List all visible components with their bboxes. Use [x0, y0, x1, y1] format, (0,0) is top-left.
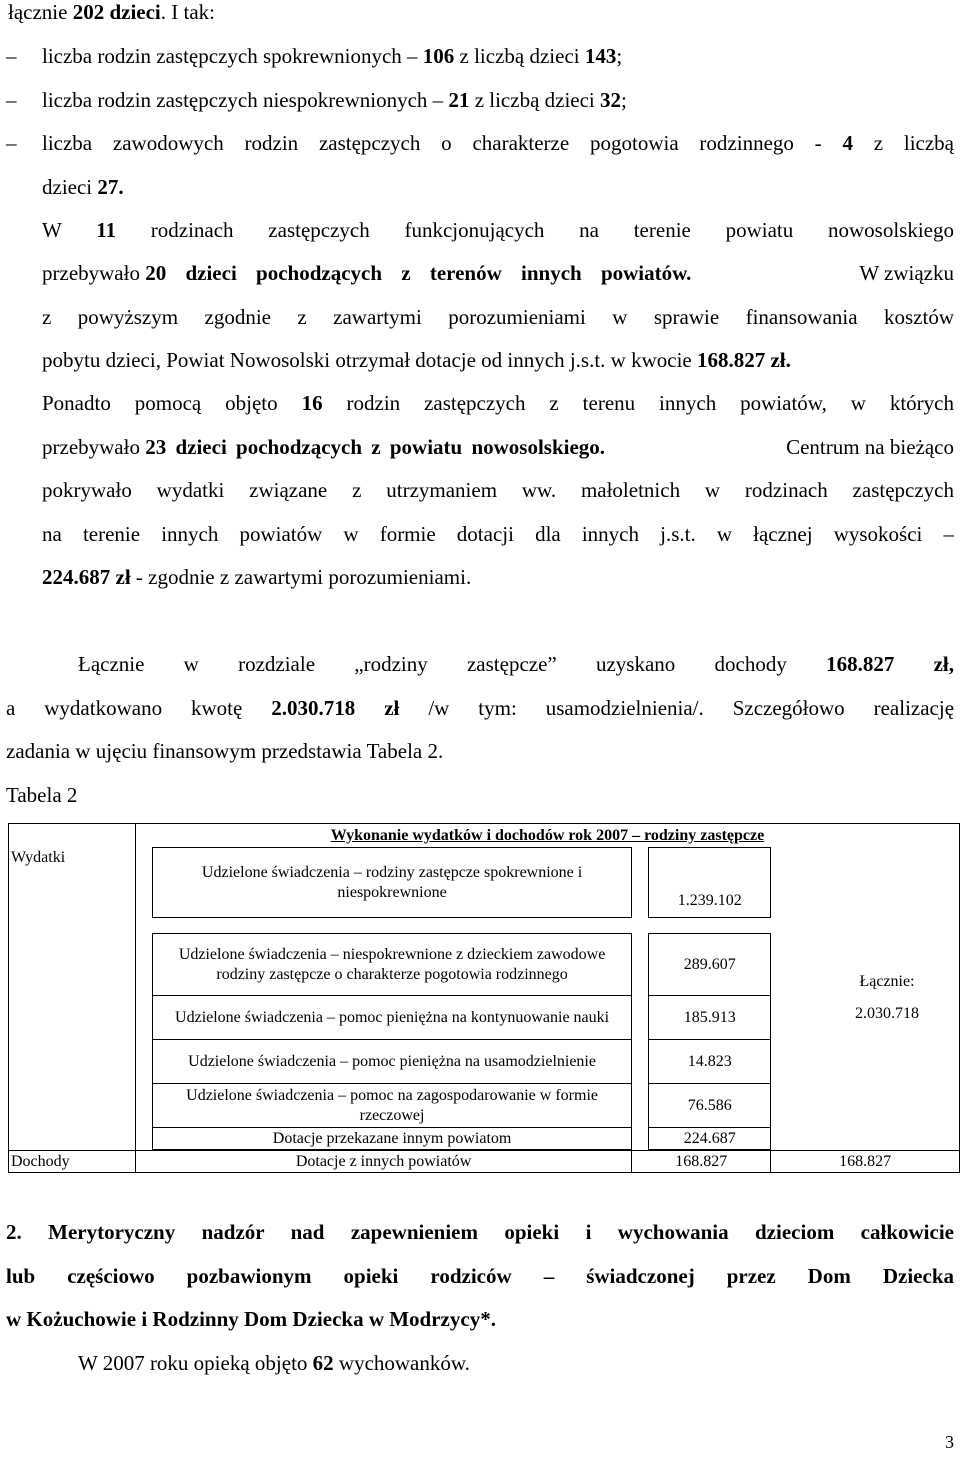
table-header: Wykonanie wydatków i dochodów rok 2007 – rodziny zastępcze: [135, 824, 959, 848]
total-value: 168.827: [771, 1151, 960, 1173]
row-label: Udzielone świadczenia – pomoc pieniężna na kontynuowanie nauki: [152, 996, 631, 1040]
paragraph-line: pokrywało wydatki związane z utrzymaniem ww. małoletnich w rodzinach zastępczych: [42, 478, 954, 502]
row-label: Udzielone świadczenia – rodziny zastępcze spokrewnione i niespokrewnione: [152, 848, 631, 918]
list-item: liczba zawodowych rodzin zastępczych o charakterze pogotowia rodzinnego - 4 z liczbą: [42, 131, 954, 155]
row-value: 1.239.102: [649, 848, 771, 918]
row-value: 14.823: [649, 1040, 771, 1084]
bullet-dash: –: [6, 44, 17, 68]
row-value: 185.913: [649, 996, 771, 1040]
paragraph-line: a wydatkowano kwotę 2.030.718 zł /w tym: usamodzielnienia/. Szczegółowo realizację: [6, 696, 955, 720]
paragraph-line: z powyższym zgodnie z zawartymi porozumieniami w sprawie finansowania kosztów: [42, 305, 954, 329]
wydatki-label: Wydatki: [9, 824, 136, 1151]
total-value: 2.030.718: [855, 1005, 919, 1022]
section-heading: lub częściowo pozbawionym opieki rodziców – świadczonej przez Dom Dziecka: [6, 1264, 954, 1288]
list-item-continuation: dzieci 27.: [42, 175, 124, 199]
paragraph-line: pobytu dzieci, Powiat Nowosolski otrzymał dotacje od innych j.s.t. w kwocie 168.827 zł.: [42, 348, 791, 372]
bullet-dash: –: [6, 88, 17, 112]
list-item: liczba rodzin zastępczych spokrewnionych – 106 z liczbą dzieci 143;: [42, 44, 623, 68]
paragraph-line-end: W związku: [859, 261, 954, 285]
row-value: 224.687: [649, 1128, 771, 1150]
row-label: Dotacje z innych powiatów: [135, 1151, 631, 1173]
dochody-label: Dochody: [9, 1151, 136, 1173]
row-label: Udzielone świadczenia – niespokrewnione z dzieckiem zawodowe rodziny zastępcze o charakterze pogotowia rodzinnego: [152, 934, 631, 996]
total-label: Łącznie:: [859, 973, 915, 990]
row-label: Dotacje przekazane innym powiatom: [152, 1128, 631, 1150]
paragraph-line: na terenie innych powiatów w formie dotacji dla innych j.s.t. w łącznej wysokości –: [42, 522, 954, 546]
table-caption: Tabela 2: [6, 783, 78, 807]
paragraph-line: W 2007 roku opieką objęto 62 wychowanków.: [78, 1351, 470, 1375]
paragraph-line: zadania w ujęciu finansowym przedstawia Tabela 2.: [6, 739, 444, 763]
expenses-table: [8, 823, 960, 1173]
paragraph-line: Ponadto pomocą objęto 16 rodzin zastępczych z terenu innych powiatów, w których: [42, 391, 954, 415]
paragraph-line: Łącznie w rozdziale „rodziny zastępcze” uzyskano dochody 168.827 zł,: [78, 652, 955, 676]
page-number: 3: [945, 1432, 954, 1452]
paragraph-line: przebywało 23 dzieci pochodzących z powiatu nowosolskiego.: [42, 435, 606, 459]
bullet-dash: –: [6, 131, 17, 155]
paragraph-line: W 11 rodzinach zastępczych funkcjonujących na terenie powiatu nowosolskiego: [42, 218, 954, 242]
section-heading: w Kożuchowie i Rodzinny Dom Dziecka w Modrzycy*.: [6, 1307, 496, 1331]
list-item: liczba rodzin zastępczych niespokrewnionych – 21 z liczbą dzieci 32;: [42, 88, 627, 112]
intro-line: łącznie 202 dzieci. I tak:: [8, 0, 215, 24]
paragraph-line: przebywało 20 dzieci pochodzących z terenów innych powiatów.: [42, 261, 692, 285]
row-value: 289.607: [649, 934, 771, 996]
paragraph-line: 224.687 zł - zgodnie z zawartymi porozumieniami.: [42, 565, 472, 589]
row-value: 168.827: [632, 1151, 771, 1173]
row-label: Udzielone świadczenia – pomoc na zagospodarowanie w formie rzeczowej: [152, 1084, 631, 1128]
section-heading: 2. Merytoryczny nadzór nad zapewnieniem opieki i wychowania dzieciom całkowicie: [6, 1220, 954, 1244]
row-value: 76.586: [649, 1084, 771, 1128]
paragraph-line-end: Centrum na bieżąco: [786, 435, 954, 459]
row-label: Udzielone świadczenia – pomoc pieniężna na usamodzielnienie: [152, 1040, 631, 1084]
